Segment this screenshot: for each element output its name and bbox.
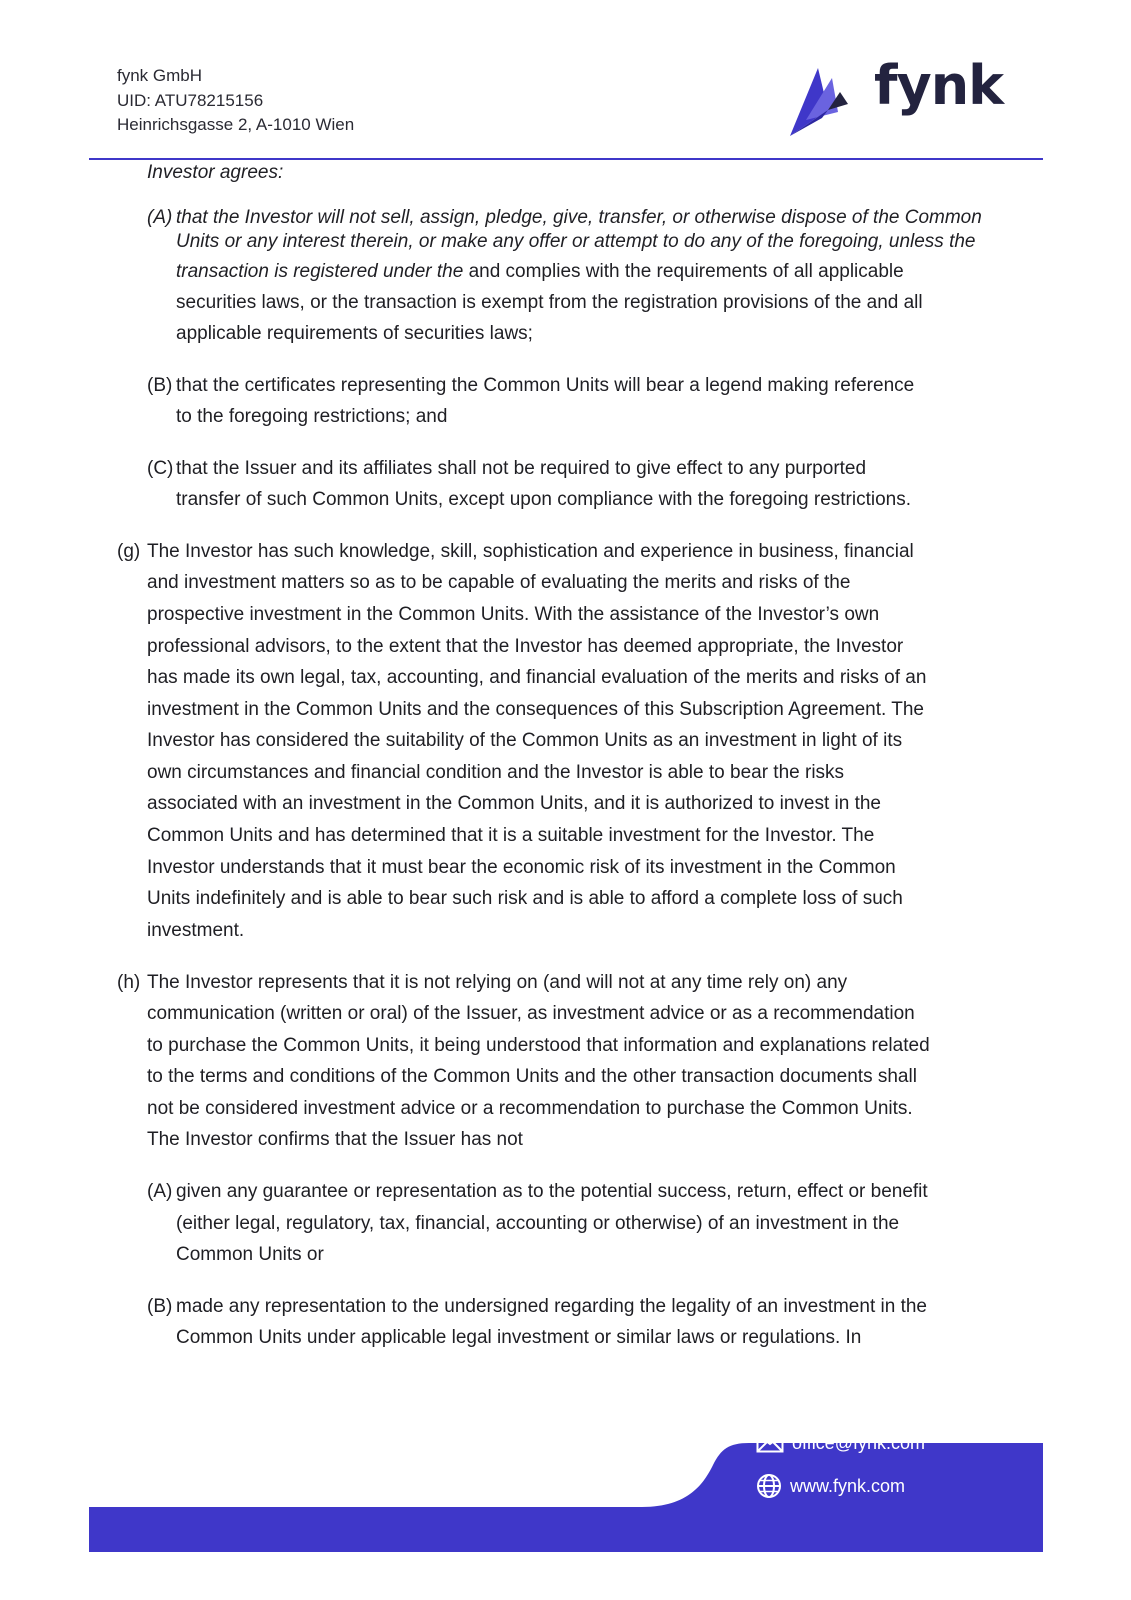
item-marker: (B) [147, 1296, 173, 1317]
paragraph-line: investment. [147, 920, 245, 941]
paragraph-line: The Investor represents that it is not relying on (and will not at any time rely on) any [147, 972, 848, 993]
paragraph-line: professional advisors, to the extent that the Investor has deemed appropriate, the Investor [147, 636, 904, 657]
paragraph-line: Investor has considered the suitability of the Common Units as an investment in light of its [147, 730, 903, 751]
item-marker: (C) [147, 458, 174, 479]
intro-text: Investor agrees: [147, 162, 284, 183]
regular-segment: and complies with the requirements of all applicable [468, 261, 904, 282]
item-marker: (h) [117, 972, 141, 993]
paragraph-line: The Investor has such knowledge, skill, sophistication and experience in business, financial [147, 541, 914, 562]
company-address: Heinrichsgasse 2, A-1010 Wien [117, 115, 355, 134]
globe-icon [756, 1473, 782, 1499]
paragraph-line: investment in the Common Units and the consequences of this Subscription Agreement. The [147, 699, 924, 720]
paragraph-line: that the Investor will not sell, assign, pledge, give, transfer, or otherwise dispose of the Common [176, 207, 982, 228]
paragraph-line: (either legal, regulatory, tax, financial, accounting or otherwise) of an investment in the [176, 1213, 900, 1234]
footer-website[interactable] [756, 1472, 905, 1500]
paragraph-line: Common Units and has determined that it is a suitable investment for the Investor. The [147, 825, 875, 846]
logo-wordmark: fynk [874, 54, 1004, 117]
paragraph-line: that the Issuer and its affiliates shall not be required to give effect to any purported [176, 458, 867, 479]
paragraph-line: made any representation to the undersigned regarding the legality of an investment in the [176, 1296, 927, 1317]
paragraph-line: securities laws, or the transaction is exempt from the registration provisions of the and all [176, 292, 923, 313]
paragraph-line: The Investor confirms that the Issuer has not [147, 1129, 523, 1150]
paragraph-line: given any guarantee or representation as to the potential success, return, effect or benefit [176, 1181, 928, 1202]
paragraph-line: has made its own legal, tax, accounting, and financial evaluation of the merits and risks of an [147, 667, 927, 688]
paragraph-line: to the foregoing restrictions; and [176, 406, 448, 427]
bird-logo-icon [788, 60, 858, 140]
paragraph-line: and investment matters so as to be capable of evaluating the merits and risks of the [147, 572, 851, 593]
item-marker: (A) [147, 1181, 173, 1202]
paragraph-line: not be considered investment advice or a recommendation to purchase the Common Units. [147, 1098, 913, 1119]
website-link[interactable]: www.fynk.com [790, 1475, 906, 1496]
company-info [117, 64, 354, 138]
item-marker: (A) [147, 207, 173, 228]
footer-email[interactable] [756, 1429, 925, 1457]
company-name: fynk GmbH [117, 66, 203, 85]
email-link[interactable]: office@fynk.com [792, 1432, 925, 1453]
paragraph-line: to purchase the Common Units, it being understood that information and explanations related [147, 1035, 930, 1056]
paragraph-line: associated with an investment in the Common Units, and it is authorized to invest in the [147, 793, 881, 814]
paragraph-line: Investor understands that it must bear the economic risk of its investment in the Common [147, 857, 896, 878]
paragraph-line: Common Units or [176, 1244, 324, 1265]
paragraph-line [176, 259, 904, 285]
paragraph-line: transfer of such Common Units, except upon compliance with the foregoing restrictions. [176, 489, 912, 510]
item-marker: (g) [117, 541, 141, 562]
paragraph-line: to the terms and conditions of the Common Units and the other transaction documents shall [147, 1066, 917, 1087]
paragraph-line: applicable requirements of securities laws; [176, 323, 533, 344]
paragraph-line: Units or any interest therein, or make any offer or attempt to do any of the foregoing, unless the [176, 231, 976, 252]
paragraph-line: prospective investment in the Common Units. With the assistance of the Investor’s own [147, 604, 880, 625]
company-uid: UID: ATU78215156 [117, 90, 264, 110]
fynk-logo [808, 54, 1018, 142]
italic-segment: transaction is registered under the [176, 261, 469, 282]
mail-icon [756, 1433, 784, 1453]
paragraph-line: Common Units under applicable legal investment or similar laws or regulations. In [176, 1327, 862, 1348]
paragraph-line: own circumstances and financial condition and the Investor is able to bear the risks [147, 762, 845, 783]
paragraph-line: communication (written or oral) of the Issuer, as investment advice or as a recommendation [147, 1003, 915, 1024]
paragraph-line: that the certificates representing the Common Units will bear a legend making reference [176, 375, 915, 396]
paragraph-line: Units indefinitely and is able to bear such risk and is able to afford a complete loss of such [147, 888, 903, 909]
item-marker: (B) [147, 375, 173, 396]
